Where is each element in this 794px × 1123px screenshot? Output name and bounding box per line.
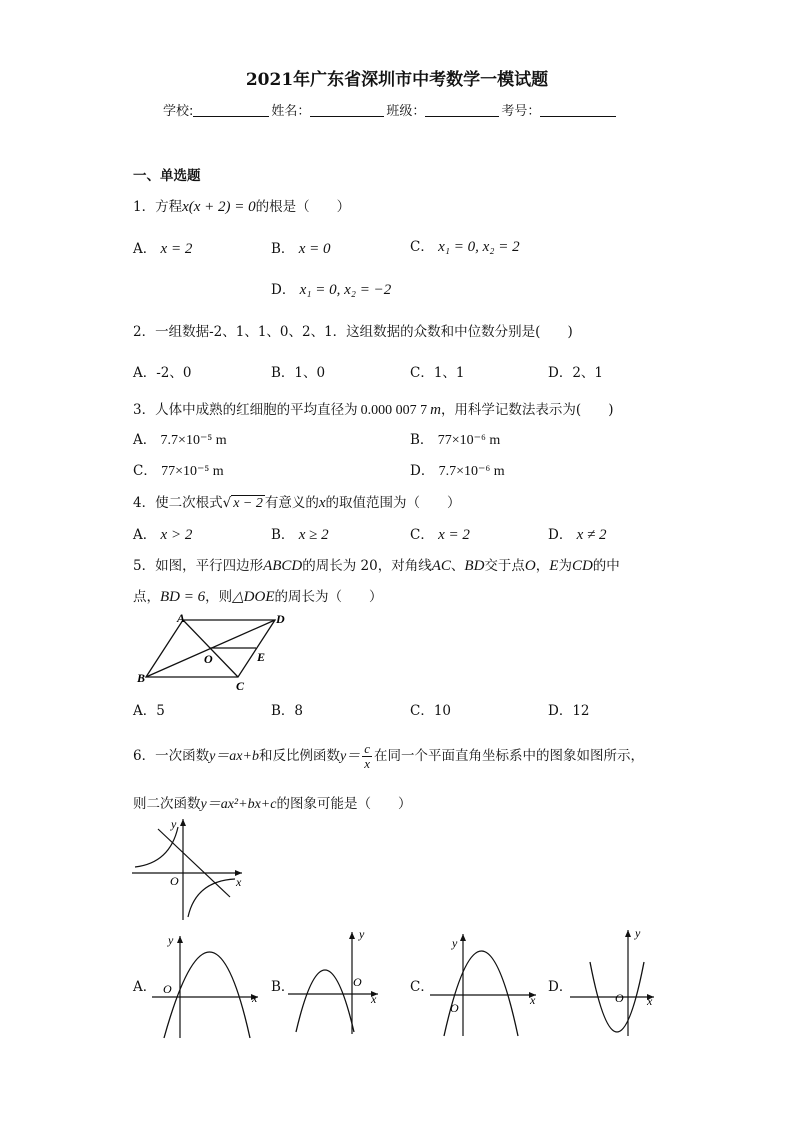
q6-reciprocal-lhs: y＝: [339, 749, 361, 764]
q3-option-d[interactable]: [410, 463, 505, 481]
class-label: 班级：: [386, 104, 426, 119]
parallelogram-figure: [130, 610, 300, 695]
vertex-label-b: B: [137, 671, 146, 685]
q3-option-c[interactable]: [133, 463, 224, 481]
option-label: D．: [548, 527, 573, 543]
q1-option-c[interactable]: [410, 238, 520, 256]
question-6-line-1: [133, 742, 644, 771]
q1-suffix: 的根是（ ）: [255, 199, 351, 215]
axis-x-label: x: [371, 992, 377, 1006]
q5-option-b[interactable]: B．8: [271, 703, 304, 719]
q4-middle: 有意义的: [264, 495, 319, 511]
q4-option-c[interactable]: [410, 526, 470, 544]
class-blank[interactable]: [425, 104, 499, 117]
axis-x-label: x: [530, 993, 536, 1007]
axis-x-label: x: [252, 991, 258, 1005]
point-label-o: O: [204, 652, 213, 666]
q4-suffix: 的取值范围为（ ）: [325, 495, 461, 511]
q5-text: ，则: [205, 589, 233, 605]
vertex-label-a: A: [177, 611, 186, 625]
q6-option-a-label: A．: [133, 979, 157, 995]
q5-math: ABCD: [263, 558, 303, 574]
q2-option-b[interactable]: B．1、0: [271, 365, 326, 381]
q5-math: E: [549, 558, 559, 574]
option-value: x₁ = 0, x₂ = −2: [299, 282, 392, 298]
q6-option-d-graph[interactable]: [568, 924, 668, 1039]
question-5-line-2: [133, 588, 383, 606]
question-2-stem: 2．一组数据-2、1、1、0、2、1．这组数据的众数和中位数分别是( ): [133, 324, 573, 340]
q6-linear-function: y＝ax+b: [209, 749, 259, 764]
option-label: B．: [271, 527, 295, 543]
student-info-line: [163, 104, 618, 120]
q6-reference-graph: [130, 815, 250, 923]
q6-option-c-label: C．: [410, 979, 434, 995]
axis-y-label: y: [171, 817, 177, 831]
point-label-e: E: [257, 650, 266, 664]
question-3-stem: [133, 401, 613, 420]
q3-option-b[interactable]: [410, 432, 500, 450]
vertex-label-d: D: [276, 612, 285, 626]
option-label: D．: [410, 463, 435, 479]
fraction-numerator: c: [364, 741, 370, 756]
q1-option-b[interactable]: [271, 240, 331, 258]
option-label: C．: [410, 527, 434, 543]
q3-unit: m: [430, 402, 441, 418]
q5-math: BD = 6: [160, 589, 206, 605]
q5-text: 的中: [592, 558, 620, 574]
section-title: 一、单选题: [133, 168, 201, 184]
option-label: A．: [133, 527, 157, 543]
q5-option-a[interactable]: A．5: [133, 703, 165, 719]
axis-y-label: y: [452, 936, 458, 950]
axis-x-label: x: [236, 875, 242, 889]
q2-option-a[interactable]: A．-2、0: [133, 365, 192, 381]
axis-y-label: y: [168, 933, 174, 947]
option-value: x > 2: [160, 527, 193, 543]
q3-number: 0.000 007 7: [360, 403, 428, 418]
origin-label: O: [163, 982, 172, 996]
q6-option-b-label: B．: [271, 979, 295, 995]
q5-text: 的周长为（ ）: [274, 589, 383, 605]
option-value: x = 2: [438, 527, 470, 543]
q5-option-c[interactable]: C．10: [410, 703, 452, 719]
q5-text: 5．如图，平行四边形: [133, 558, 264, 574]
q4-option-b[interactable]: [271, 526, 329, 544]
q5-math: △DOE: [232, 589, 275, 605]
option-label: C．: [410, 239, 434, 255]
q5-math: O: [524, 558, 536, 574]
option-value: x ≥ 2: [298, 527, 329, 543]
q6-option-b-graph[interactable]: [286, 926, 386, 1036]
q2-option-d[interactable]: D．2、1: [548, 365, 604, 381]
q5-text: 交于点: [484, 558, 525, 574]
option-label: B．: [410, 432, 434, 448]
fraction-denominator: x: [364, 756, 370, 771]
q4-radicand: x − 2: [233, 496, 263, 511]
q5-text: 、: [450, 558, 465, 574]
q6-text: 则二次函数: [133, 796, 201, 812]
name-label: 姓名：: [271, 104, 311, 119]
q1-equation: x(x + 2) = 0: [182, 199, 256, 215]
q6-quadratic-function: y＝ax²+bx+c: [200, 797, 277, 812]
vertex-label-c: C: [236, 679, 245, 693]
school-label: 学校:: [163, 104, 194, 119]
q1-option-d[interactable]: [271, 281, 391, 299]
q5-option-d[interactable]: D．12: [548, 703, 590, 719]
option-label: A．: [133, 432, 157, 448]
option-value: x ≠ 2: [576, 527, 607, 543]
q5-math: CD: [571, 558, 593, 574]
option-label: A．: [133, 241, 157, 257]
option-label: C．: [133, 463, 157, 479]
option-value: 7.7×10⁻⁶ m: [438, 464, 505, 479]
option-value: x₁ = 0, x₂ = 2: [438, 239, 520, 255]
q6-option-c-graph[interactable]: [426, 928, 541, 1038]
origin-label: O: [353, 975, 362, 989]
question-5-line-1: [133, 557, 620, 575]
question-6-line-2: [133, 796, 411, 814]
q6-text: 和反比例函数: [258, 748, 340, 764]
q5-math: AC: [431, 558, 451, 574]
question-1-stem: [133, 198, 350, 216]
question-4-stem: [133, 494, 461, 513]
q2-option-c[interactable]: C．1、1: [410, 365, 465, 381]
q5-text: 为: [558, 558, 572, 574]
option-value: 77×10⁻⁵ m: [161, 464, 224, 479]
q5-text: 的周长为 20，对角线: [302, 558, 432, 574]
q5-math: BD: [464, 558, 485, 574]
q6-text: 在同一个平面直角坐标系中的图象如图所示，: [373, 748, 644, 764]
q4-option-d[interactable]: [548, 526, 607, 544]
option-value: x = 2: [160, 241, 193, 257]
origin-label: O: [450, 1001, 459, 1015]
option-value: 7.7×10⁻⁵ m: [160, 433, 227, 448]
q6-text: 6．一次函数: [133, 748, 210, 764]
school-blank[interactable]: [193, 104, 269, 117]
name-blank[interactable]: [310, 104, 384, 117]
q5-text: 点，: [133, 589, 160, 605]
exam-no-blank[interactable]: [540, 104, 616, 117]
q6-option-d-label: D．: [548, 979, 573, 995]
q3-prefix: 3．人体中成熟的红细胞的平均直径为: [133, 402, 358, 418]
option-value: x = 0: [298, 241, 331, 257]
q4-variable: x: [318, 495, 326, 511]
origin-label: O: [615, 991, 624, 1005]
q1-prefix: 1．方程: [133, 199, 183, 215]
q4-prefix: 4．使二次根式: [133, 495, 223, 511]
q3-option-a[interactable]: [133, 432, 227, 450]
axis-y-label: y: [635, 926, 641, 940]
exam-no-label: 考号：: [501, 104, 541, 119]
q6-text: 的图象可能是（ ）: [276, 796, 412, 812]
q6-fraction: [362, 742, 372, 771]
q1-option-a[interactable]: [133, 240, 192, 258]
sqrt-sign-icon: √: [222, 495, 232, 511]
page-title: 2021年广东省深圳市中考数学一模试题: [245, 70, 549, 90]
origin-label: O: [170, 874, 179, 888]
q5-text: ，: [535, 558, 550, 574]
axis-y-label: y: [359, 927, 365, 941]
q3-suffix: ，用科学记数法表示为( ): [440, 402, 614, 418]
option-value: 77×10⁻⁶ m: [437, 433, 501, 448]
axis-x-label: x: [647, 994, 653, 1008]
option-label: B．: [271, 241, 295, 257]
q6-option-a-graph[interactable]: [150, 930, 265, 1040]
option-label: D．: [271, 282, 296, 298]
q4-option-a[interactable]: [133, 526, 192, 544]
